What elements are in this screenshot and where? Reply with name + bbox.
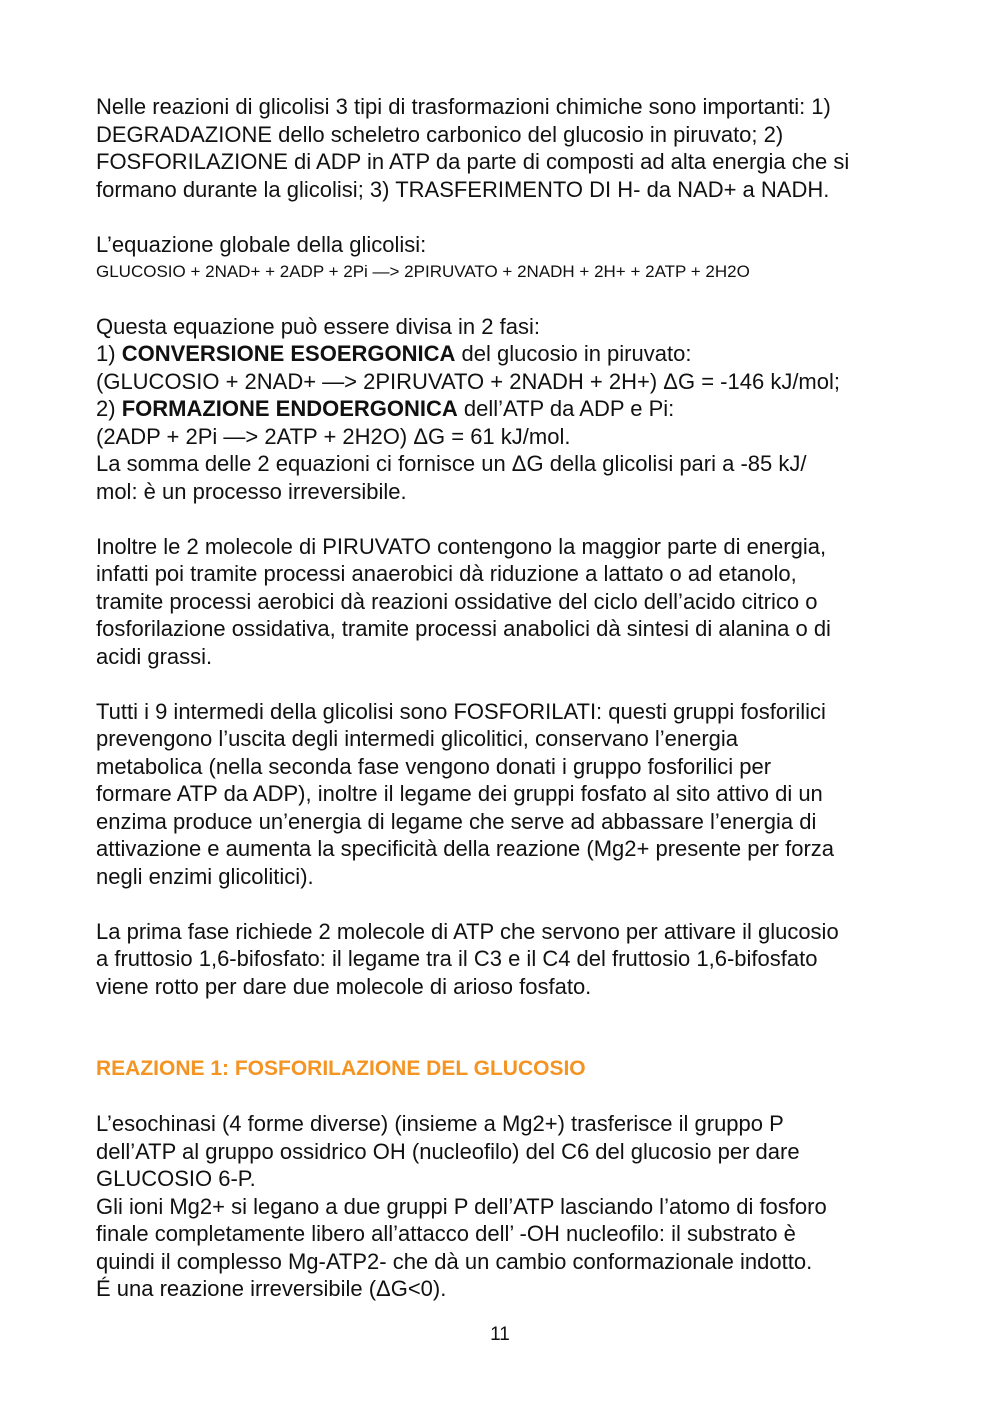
text-line: Questa equazione può essere divisa in 2 fasi: xyxy=(96,313,540,339)
text-line: a fruttosio 1,6-bifosfato: il legame tra il C3 e il C4 del fruttosio 1,6-bifosfato xyxy=(96,946,818,971)
text-line: metabolica (nella seconda fase vengono donati i gruppo fosforilici per xyxy=(96,753,772,779)
text-line: acidi grassi. xyxy=(96,643,213,669)
text-line: L’esochinasi (4 forme diverse) (insieme a Mg2+) trasferisce il gruppo P xyxy=(96,1111,784,1136)
global-equation xyxy=(96,231,916,286)
text-line: FOSFORILAZIONE di ADP in ATP da parte di composti ad alta energia che si xyxy=(96,149,850,174)
phase-2-title: FORMAZIONE ENDOERGONICA xyxy=(121,396,458,421)
text-line: finale completamente libero all’attacco dell’ -OH nucleofilo: il substrato è xyxy=(96,1221,796,1246)
phase-1-line xyxy=(96,340,916,368)
text-line: É una reazione irreversibile (ΔG<0). xyxy=(96,1276,447,1301)
text-line: Inoltre le 2 molecole di PIRUVATO contengono la maggior parte di energia, xyxy=(96,533,827,559)
text-line: infatti poi tramite processi anaerobici dà riduzione a lattato o ad etanolo, xyxy=(96,561,797,586)
text-line: prevengono l’uscita degli intermedi glicolitici, conservano l’energia xyxy=(96,726,739,751)
page-number: 11 xyxy=(490,1324,510,1345)
page-body xyxy=(96,93,916,1303)
text-line: viene rotto per dare due molecole di arioso fosfato. xyxy=(96,973,592,999)
equation-formula: GLUCOSIO + 2NAD+ + 2ADP + 2Pi —> 2PIRUVATO + 2NADH + 2H+ + 2ATP + 2H2O xyxy=(96,262,750,281)
text-line: La prima fase richiede 2 molecole di ATP che servono per attivare il glucosio xyxy=(96,918,839,944)
first-phase-paragraph xyxy=(96,918,916,1001)
text-line: attivazione e aumenta la specificità della reazione (Mg2+ presente per forza xyxy=(96,836,835,861)
phase-1-title: CONVERSIONE ESOERGONICA xyxy=(121,341,456,366)
text-line: La somma delle 2 equazioni ci fornisce un ΔG della glicolisi pari a -85 kJ/ xyxy=(96,451,807,476)
text-line: Gli ioni Mg2+ si legano a due gruppi P dell’ATP lasciando l’atomo di fosforo xyxy=(96,1193,827,1219)
phase-2-line xyxy=(96,395,916,423)
text-line: Tutti i 9 intermedi della glicolisi sono FOSFORILATI: questi gruppi fosforilici xyxy=(96,698,826,724)
text-line: formare ATP da ADP), inoltre il legame dei gruppi fosfato al sito attivo di un xyxy=(96,781,823,806)
text-line: DEGRADAZIONE dello scheletro carbonico del glucosio in piruvato; 2) xyxy=(96,121,784,147)
text-line: quindi il complesso Mg-ATP2- che dà un cambio conformazionale indotto. xyxy=(96,1248,813,1274)
text-line: formano durante la glicolisi; 3) TRASFERIMENTO DI H- da NAD+ a NADH. xyxy=(96,176,830,202)
phase-1-equation: (GLUCOSIO + 2NAD+ —> 2PIRUVATO + 2NADH + 2H+) ΔG = -146 kJ/mol; xyxy=(96,368,840,394)
reaction1-paragraph xyxy=(96,1110,916,1303)
phase-2-equation: (2ADP + 2Pi —> 2ATP + 2H2O) ΔG = 61 kJ/mol. xyxy=(96,423,571,449)
pyruvate-paragraph xyxy=(96,533,916,671)
equation-label: L’equazione globale della glicolisi: xyxy=(96,231,427,257)
phase-1-desc: del glucosio in piruvato: xyxy=(455,341,692,366)
text-line: Nelle reazioni di glicolisi 3 tipi di trasformazioni chimiche sono importanti: 1) xyxy=(96,94,831,119)
text-line: fosforilazione ossidativa, tramite processi anabolici dà sintesi di alanina o di xyxy=(96,616,831,641)
text-line: GLUCOSIO 6-P. xyxy=(96,1166,256,1191)
intro-paragraph xyxy=(96,93,916,203)
section-heading: REAZIONE 1: FOSFORILAZIONE DEL GLUCOSIO xyxy=(96,1057,586,1080)
text-line: negli enzimi glicolitici). xyxy=(96,863,314,889)
text-line: dell’ATP al gruppo ossidrico OH (nucleofilo) del C6 del glucosio per dare xyxy=(96,1138,800,1164)
phase-2-desc: dell’ATP da ADP e Pi: xyxy=(457,396,675,421)
intermediates-paragraph xyxy=(96,698,916,891)
text-line: mol: è un processo irreversibile. xyxy=(96,478,407,504)
text-line: enzima produce un’energia di legame che serve ad abbassare l’energia di xyxy=(96,808,817,834)
text-line: tramite processi aerobici dà reazioni ossidative del ciclo dell’acido citrico o xyxy=(96,588,818,614)
phases-paragraph xyxy=(96,313,916,506)
phase-number: 1) xyxy=(96,341,122,366)
phase-number: 2) xyxy=(96,396,122,421)
